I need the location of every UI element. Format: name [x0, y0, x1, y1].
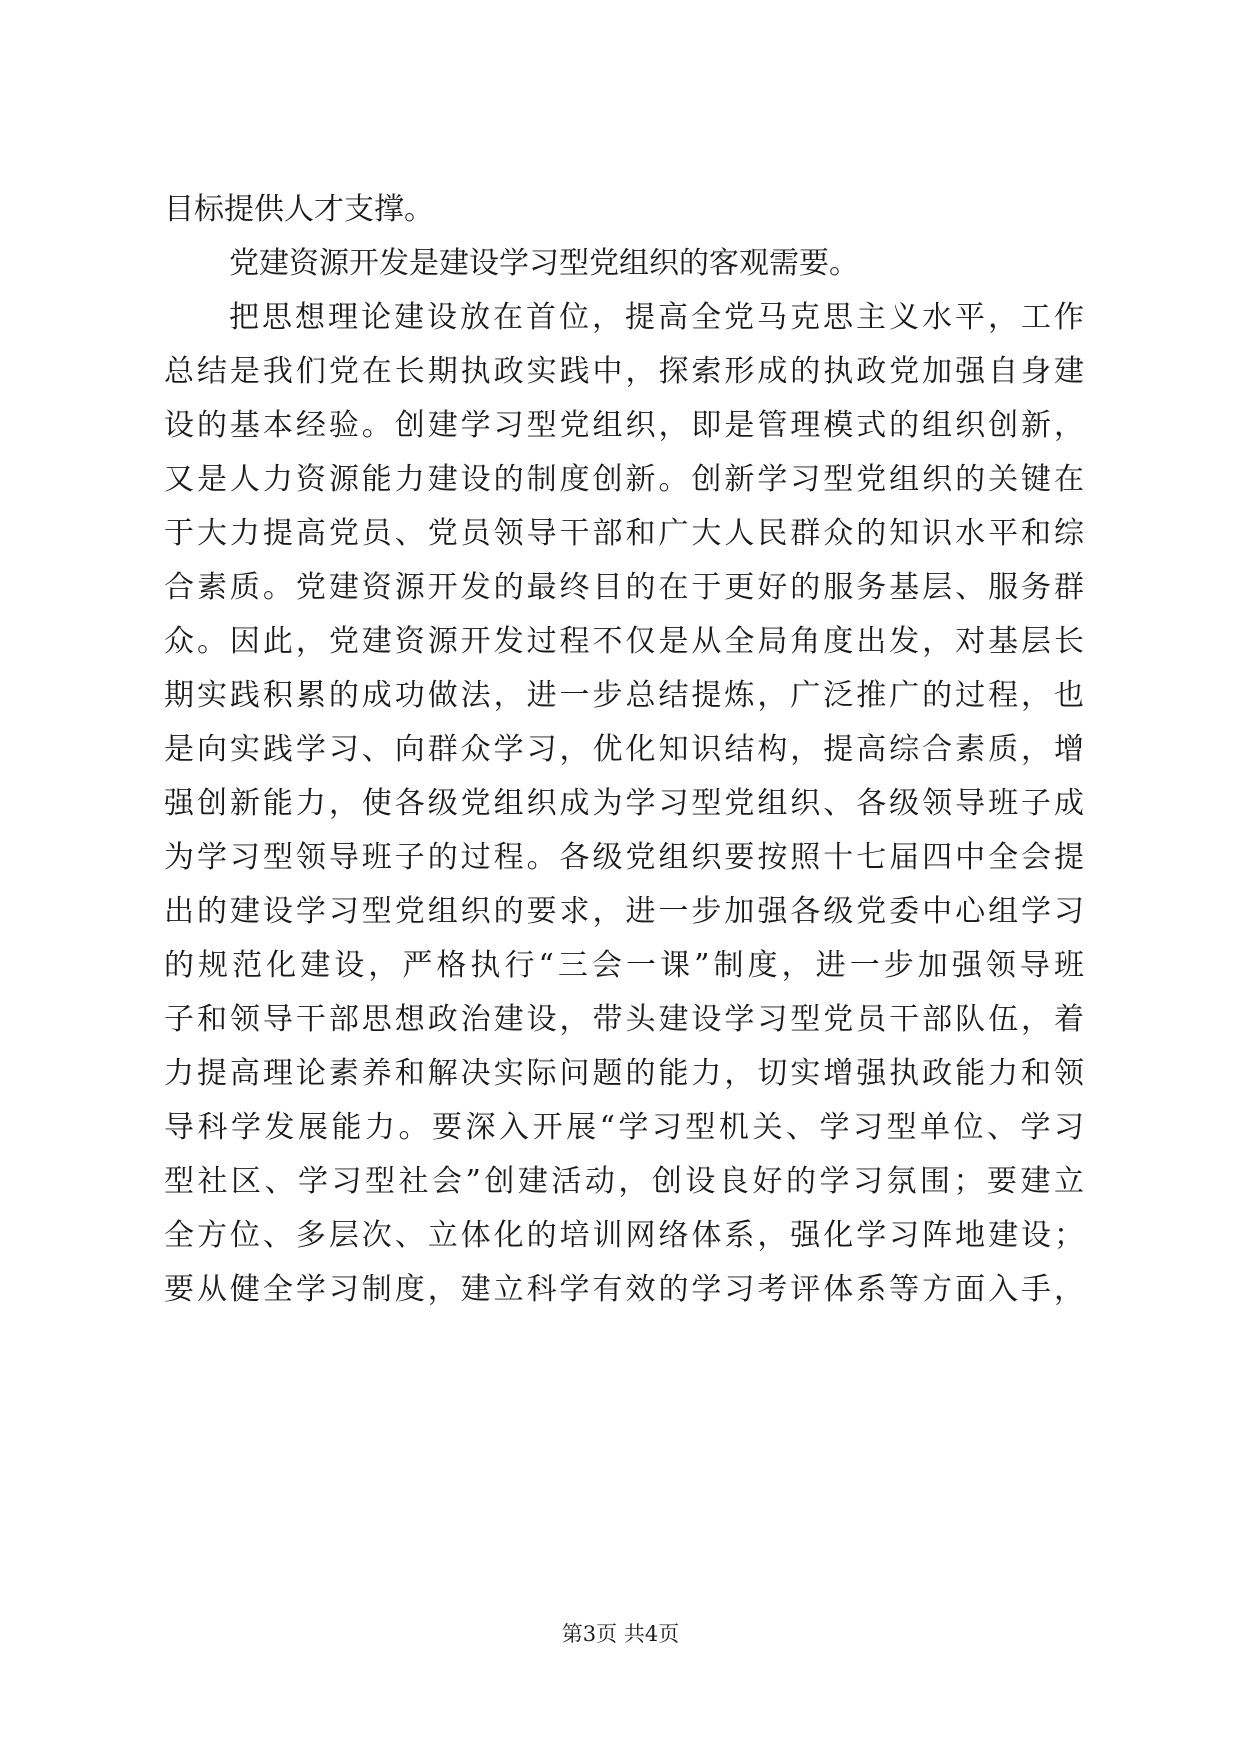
text-line: 把思想理论建设放在首位，提高全党马克思主义水平，工作: [229, 300, 1084, 335]
text-line: 总结是我们党在长期执政实践中，探索形成的执政党加强自身建: [164, 354, 1084, 389]
text-line: 出的建设学习型党组织的要求，进一步加强各级党委中心组学习: [164, 894, 1084, 929]
text-line: 于大力提高党员、党员领导干部和广大人民群众的知识水平和综: [164, 516, 1084, 551]
text-line: 期实践积累的成功做法，进一步总结提炼，广泛推广的过程，也: [164, 678, 1084, 713]
text-line: 的规范化建设，严格执行“三会一课”制度，进一步加强领导班: [164, 948, 1084, 983]
text-line: 是向实践学习、向群众学习，优化知识结构，提高综合素质，增: [164, 732, 1084, 767]
text-line: 型社区、学习型社会”创建活动，创设良好的学习氛围；要建立: [164, 1164, 1084, 1199]
text-line: 又是人力资源能力建设的制度创新。创新学习型党组织的关键在: [164, 462, 1084, 497]
text-line: 要从健全学习制度，建立科学有效的学习考评体系等方面入手，: [164, 1272, 1084, 1307]
text-line: 众。因此，党建资源开发过程不仅是从全局角度出发，对基层长: [164, 624, 1084, 659]
page-number-footer: 第3页 共4页: [561, 1622, 680, 1646]
text-line: 子和领导干部思想政治建设，带头建设学习型党员干部队伍，着: [164, 1002, 1084, 1037]
text-line: 强创新能力，使各级党组织成为学习型党组织、各级领导班子成: [164, 786, 1084, 821]
text-line: 设的基本经验。创建学习型党组织，即是管理模式的组织创新，: [164, 408, 1084, 443]
text-line: 力提高理论素养和解决实际问题的能力，切实增强执政能力和领: [164, 1056, 1084, 1091]
text-line: 导科学发展能力。要深入开展“学习型机关、学习型单位、学习: [164, 1110, 1084, 1145]
text-line: 党建资源开发是建设学习型党组织的客观需要。: [229, 246, 859, 281]
text-line: 合素质。党建资源开发的最终目的在于更好的服务基层、服务群: [164, 570, 1084, 605]
text-line: 全方位、多层次、立体化的培训网络体系，强化学习阵地建设；: [164, 1218, 1084, 1253]
text-line: 目标提供人才支撑。: [164, 192, 434, 227]
text-line: 为学习型领导班子的过程。各级党组织要按照十七届四中全会提: [164, 840, 1084, 875]
